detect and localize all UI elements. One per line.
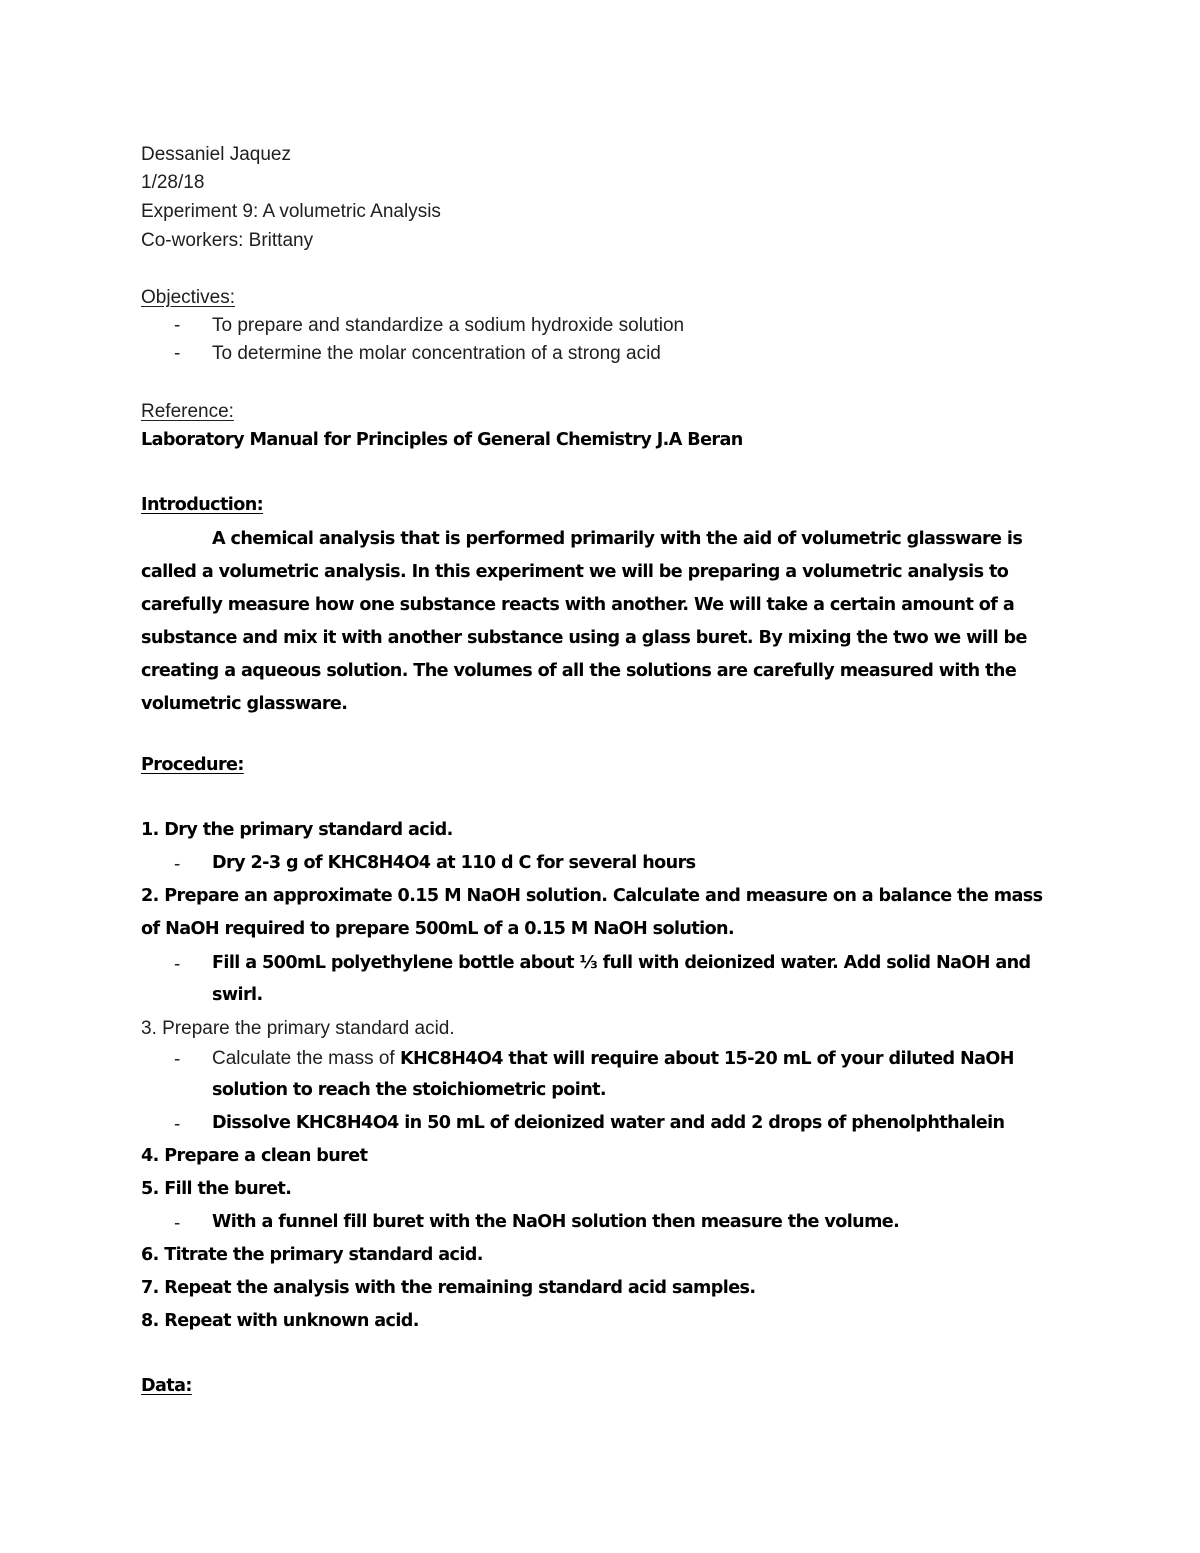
experiment-title: Experiment 9: A volumetric Analysis (141, 201, 441, 222)
procedure-substep: Dissolve KHC8H4O4 in 50 mL of deionized water and add 2 drops of phenolphthalein (212, 1113, 1005, 1133)
introduction-line: carefully measure how one substance reacts with another. We will take a certain amount of a (141, 595, 1015, 615)
bullet-dash: - (174, 954, 181, 975)
procedure-step-3: 3. Prepare the primary standard acid. (141, 1018, 455, 1039)
procedure-step-4: 4. Prepare a clean buret (141, 1146, 368, 1166)
bullet-dash: - (174, 1213, 181, 1234)
substep-prefix: Calculate the mass of (212, 1048, 400, 1069)
bullet-dash: - (174, 854, 181, 875)
procedure-step-2: 2. Prepare an approximate 0.15 M NaOH solution. Calculate and measure on a balance the mass (141, 886, 1043, 906)
procedure-step-1: 1. Dry the primary standard acid. (141, 820, 453, 840)
introduction-line: substance and mix it with another substance using a glass buret. By mixing the two we will be (141, 628, 1027, 648)
objectives-heading: Objectives: (141, 287, 235, 308)
procedure-step-5: 5. Fill the buret. (141, 1179, 292, 1199)
procedure-step-8: 8. Repeat with unknown acid. (141, 1311, 419, 1331)
bullet-dash: - (174, 343, 181, 364)
procedure-substep (212, 1049, 1014, 1069)
procedure-step-7: 7. Repeat the analysis with the remaining standard acid samples. (141, 1278, 756, 1298)
substep-rest: KHC8H4O4 that will require about 15-20 mL of your diluted NaOH (399, 1049, 1014, 1069)
introduction-line: A chemical analysis that is performed primarily with the aid of volumetric glassware is (212, 529, 1023, 549)
reference-heading: Reference: (141, 401, 234, 422)
coworkers: Co-workers: Brittany (141, 230, 314, 251)
author-name: Dessaniel Jaquez (141, 144, 291, 165)
reference-text: Laboratory Manual for Principles of General Chemistry J.A Beran (141, 430, 743, 450)
introduction-line: volumetric glassware. (141, 694, 348, 714)
introduction-line: called a volumetric analysis. In this experiment we will be preparing a volumetric analysis to (141, 562, 1009, 582)
bullet-dash: - (174, 1114, 181, 1135)
procedure-step-6: 6. Titrate the primary standard acid. (141, 1245, 483, 1265)
procedure-substep: Dry 2-3 g of KHC8H4O4 at 110 d C for several hours (212, 853, 696, 873)
introduction-heading: Introduction: (141, 495, 264, 515)
procedure-substep: With a funnel fill buret with the NaOH solution then measure the volume. (212, 1212, 900, 1232)
introduction-line: creating a aqueous solution. The volumes of all the solutions are carefully measured with the (141, 661, 1017, 681)
report-date: 1/28/18 (141, 172, 205, 193)
bullet-dash: - (174, 315, 181, 336)
procedure-substep: Fill a 500mL polyethylene bottle about ⅓ full with deionized water. Add solid NaOH and (212, 953, 1031, 973)
procedure-substep-cont: solution to reach the stoichiometric point. (212, 1080, 607, 1100)
procedure-heading: Procedure: (141, 755, 244, 775)
procedure-substep-cont: swirl. (212, 985, 263, 1005)
bullet-dash: - (174, 1049, 181, 1070)
procedure-step-2-cont: of NaOH required to prepare 500mL of a 0.15 M NaOH solution. (141, 919, 735, 939)
data-heading: Data: (141, 1376, 192, 1396)
objective-item: To prepare and standardize a sodium hydroxide solution (212, 315, 685, 336)
objective-item: To determine the molar concentration of a strong acid (212, 343, 661, 364)
